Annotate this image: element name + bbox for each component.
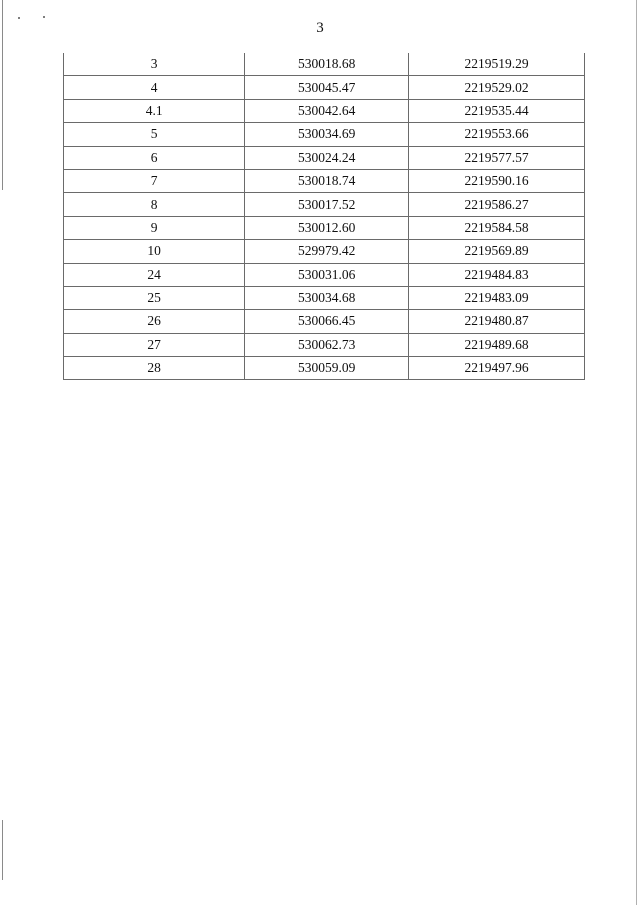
point-number-cell: 9 bbox=[64, 216, 245, 239]
y-coordinate-cell: 2219590.16 bbox=[409, 169, 585, 192]
table-row bbox=[64, 286, 585, 309]
table-row bbox=[64, 123, 585, 146]
point-number-cell: 8 bbox=[64, 193, 245, 216]
x-coordinate-cell: 530018.68 bbox=[245, 53, 409, 76]
x-coordinate-cell: 530031.06 bbox=[245, 263, 409, 286]
page-number: 3 bbox=[316, 20, 324, 36]
y-coordinate-cell: 2219497.96 bbox=[409, 357, 585, 380]
scan-speck bbox=[18, 17, 20, 19]
x-coordinate-cell: 530062.73 bbox=[245, 333, 409, 356]
x-coordinate-cell: 530034.68 bbox=[245, 286, 409, 309]
x-coordinate-cell: 530012.60 bbox=[245, 216, 409, 239]
y-coordinate-cell: 2219535.44 bbox=[409, 99, 585, 122]
table-row bbox=[64, 169, 585, 192]
point-number-cell: 26 bbox=[64, 310, 245, 333]
y-coordinate-cell: 2219577.57 bbox=[409, 146, 585, 169]
x-coordinate-cell: 530045.47 bbox=[245, 76, 409, 99]
x-coordinate-cell: 530042.64 bbox=[245, 99, 409, 122]
x-coordinate-cell: 530018.74 bbox=[245, 169, 409, 192]
y-coordinate-cell: 2219483.09 bbox=[409, 286, 585, 309]
x-coordinate-cell: 530017.52 bbox=[245, 193, 409, 216]
table-row bbox=[64, 240, 585, 263]
table-row bbox=[64, 333, 585, 356]
y-coordinate-cell: 2219480.87 bbox=[409, 310, 585, 333]
point-number-cell: 7 bbox=[64, 169, 245, 192]
point-number-cell: 28 bbox=[64, 357, 245, 380]
y-coordinate-cell: 2219569.89 bbox=[409, 240, 585, 263]
y-coordinate-cell: 2219519.29 bbox=[409, 53, 585, 76]
table-row bbox=[64, 53, 585, 76]
y-coordinate-cell: 2219484.83 bbox=[409, 263, 585, 286]
scan-speck bbox=[43, 16, 45, 18]
x-coordinate-cell: 530034.69 bbox=[245, 123, 409, 146]
coordinates-table-body bbox=[64, 53, 585, 380]
point-number-cell: 25 bbox=[64, 286, 245, 309]
scan-edge-left-lower bbox=[2, 820, 3, 880]
scan-edge-right bbox=[636, 0, 637, 905]
y-coordinate-cell: 2219586.27 bbox=[409, 193, 585, 216]
y-coordinate-cell: 2219489.68 bbox=[409, 333, 585, 356]
table-row bbox=[64, 193, 585, 216]
point-number-cell: 24 bbox=[64, 263, 245, 286]
table-row bbox=[64, 310, 585, 333]
point-number-cell: 4 bbox=[64, 76, 245, 99]
y-coordinate-cell: 2219553.66 bbox=[409, 123, 585, 146]
x-coordinate-cell: 530059.09 bbox=[245, 357, 409, 380]
point-number-cell: 3 bbox=[64, 53, 245, 76]
point-number-cell: 27 bbox=[64, 333, 245, 356]
y-coordinate-cell: 2219529.02 bbox=[409, 76, 585, 99]
table-row bbox=[64, 99, 585, 122]
table-row bbox=[64, 216, 585, 239]
table-row bbox=[64, 146, 585, 169]
point-number-cell: 10 bbox=[64, 240, 245, 263]
x-coordinate-cell: 530024.24 bbox=[245, 146, 409, 169]
point-number-cell: 4.1 bbox=[64, 99, 245, 122]
y-coordinate-cell: 2219584.58 bbox=[409, 216, 585, 239]
coordinates-table bbox=[63, 53, 585, 380]
table-row bbox=[64, 76, 585, 99]
table-row bbox=[64, 263, 585, 286]
x-coordinate-cell: 529979.42 bbox=[245, 240, 409, 263]
point-number-cell: 5 bbox=[64, 123, 245, 146]
table-row bbox=[64, 357, 585, 380]
point-number-cell: 6 bbox=[64, 146, 245, 169]
x-coordinate-cell: 530066.45 bbox=[245, 310, 409, 333]
